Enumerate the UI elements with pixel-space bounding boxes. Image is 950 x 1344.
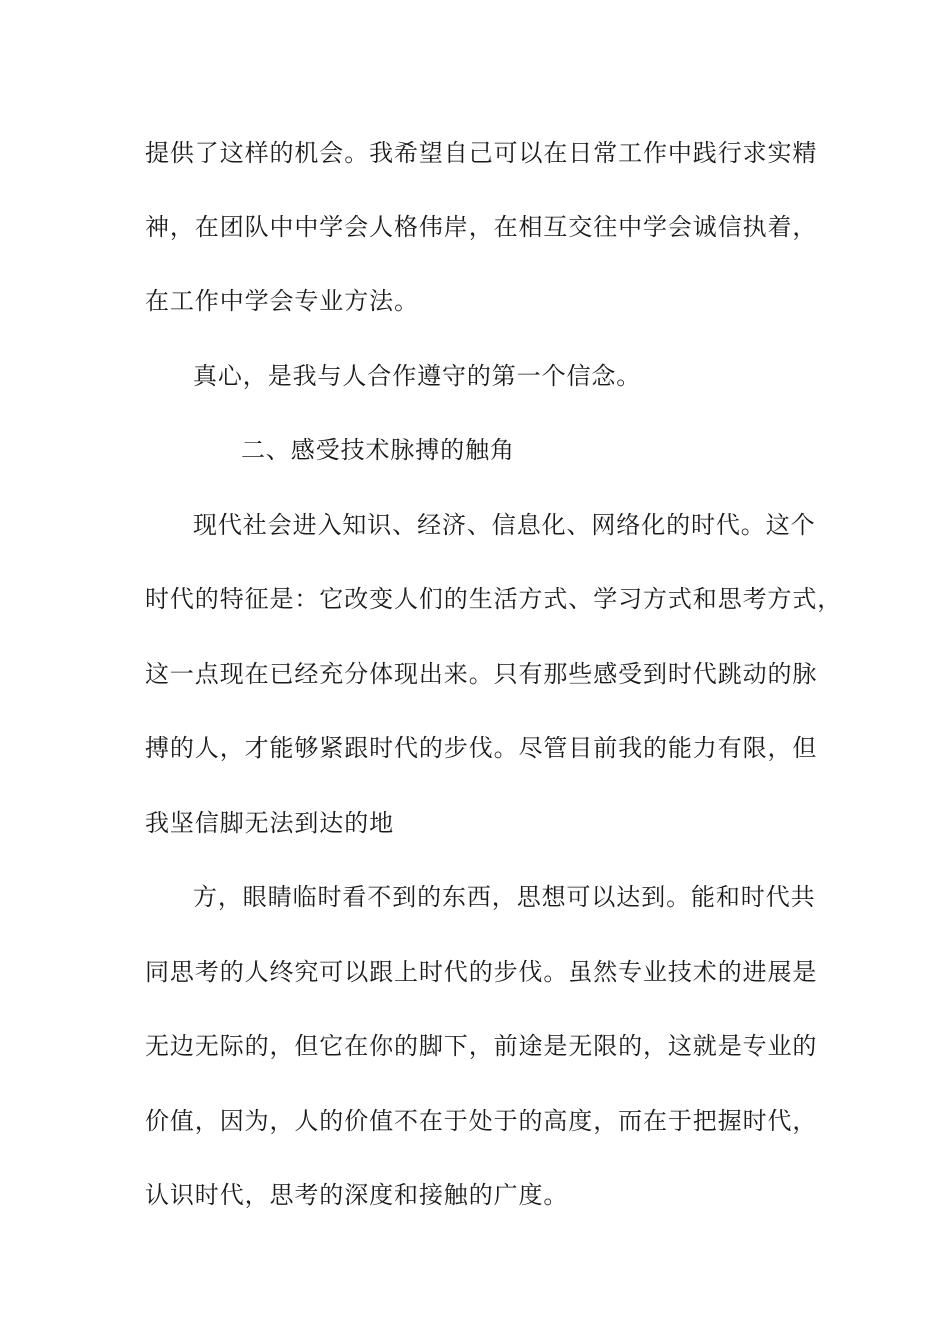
paragraph-line: 搏的人，才能够紧跟时代的步伐。尽管目前我的能力有限，但 xyxy=(145,734,818,762)
paragraph-line: 无边无际的，但它在你的脚下，前途是无限的，这就是专业的 xyxy=(145,1032,818,1060)
paragraph-line: 价值，因为，人的价值不在于处于的高度，而在于把握时代， xyxy=(145,1107,818,1135)
paragraph-line: 时代的特征是：它改变人们的生活方式、学习方式和思考方式， xyxy=(145,585,843,613)
paragraph-line: 在工作中学会专业方法。 xyxy=(145,287,419,315)
paragraph-line: 方，眼睛临时看不到的东西，思想可以达到。能和时代共 xyxy=(193,883,816,911)
paragraph-line: 我坚信脚无法到达的地 xyxy=(145,809,394,837)
paragraph-line: 这一点现在已经充分体现出来。只有那些感受到时代跳动的脉 xyxy=(145,660,818,688)
paragraph-line: 现代社会进入知识、经济、信息化、网络化的时代。这个 xyxy=(193,511,816,539)
paragraph-line: 神，在团队中中学会人格伟岸，在相互交往中学会诚信执着， xyxy=(145,213,818,241)
paragraph-line: 认识时代，思考的深度和接触的广度。 xyxy=(145,1181,569,1209)
paragraph-line: 真心，是我与人合作遵守的第一个信念。 xyxy=(193,362,642,390)
paragraph-line: 提供了这样的机会。我希望自己可以在日常工作中践行求实精 xyxy=(145,139,818,167)
paragraph-line: 同思考的人终究可以跟上时代的步伐。虽然专业技术的进展是 xyxy=(145,958,818,986)
section-heading: 二、感受技术脉搏的触角 xyxy=(241,436,515,464)
